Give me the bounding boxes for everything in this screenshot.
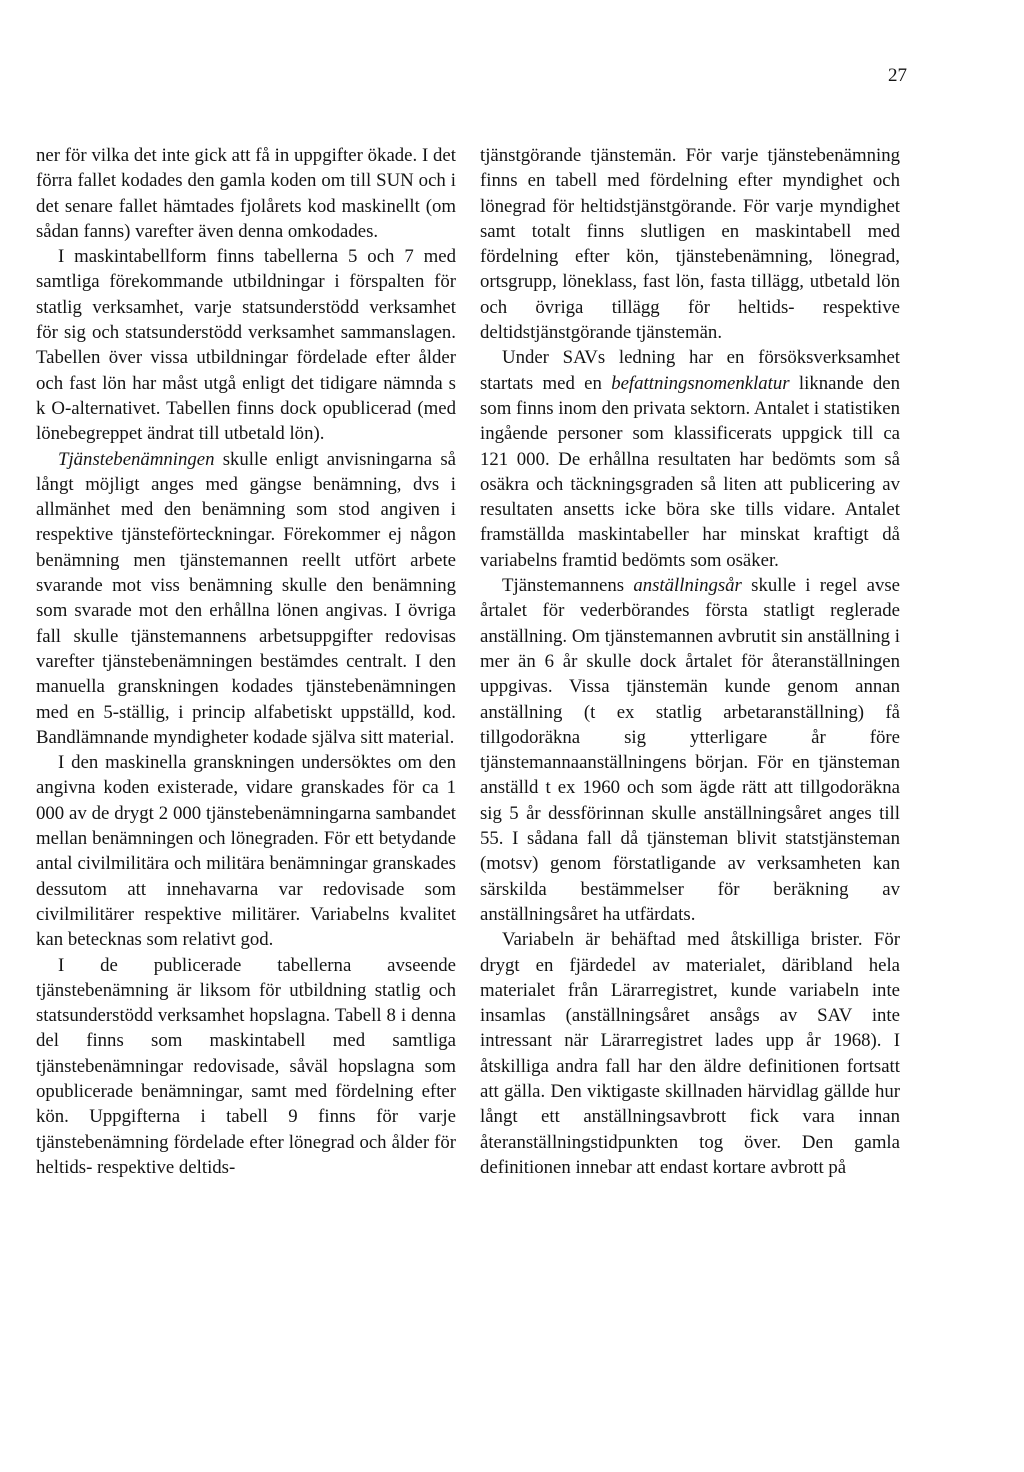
right-column	[480, 143, 900, 1180]
italic-term: befattningsnomenklatur	[611, 372, 790, 394]
paragraph	[480, 345, 900, 573]
paragraph: ner för vilka det inte gick att få in uppgifter ökade. I det förra fallet kodades den gamla koden om till SUN och i det senare fallet hämtades fjolårets kod maskinellt (om sådan fanns) varefter även denna omkodades.	[36, 145, 456, 242]
paragraph: tjänstgörande tjänstemän. För varje tjänstebenämning finns en tabell med fördelning efter myndighet och lönegrad för heltidstjänstgörande. För varje myndighet samt totalt finns slutligen en maskintabell med fördelning efter kön, tjänstebenämning, lönegrad, ortsgrupp, löneklass, fast lön, fasta tillägg, utbetald lön och övriga tillägg för heltids- respektive deltidstjänstgörande tjänstemän.	[480, 145, 900, 344]
paragraph: I de publicerade tabellerna avseende tjänstebenämning är liksom för utbildning statlig och statsunderstödd verksamhet hopslagna. Tabell 8 i denna del finns som maskintabell med samtliga tjänstebenämningar redovisade, såväl hopslagna som opublicerade benämningar, samt med fördelning efter kön. Uppgifterna i tabell 9 finns för varje tjänstebenämning fördelade efter lönegrad och ålder för heltids- respektive deltids-	[36, 954, 456, 1178]
italic-term: Tjänstebenämningen	[58, 448, 215, 470]
paragraph-text: skulle i regel avse årtalet för vederbörandes första statligt reglerade anställning. Om tjänstemannen avbrutit sin anställning i mer än 6 år skulle dock årtalet för återanställningen uppgivas. Vissa tjänstemän kunde genom annan anställning (t ex statlig arbetaranställning) få tillgodoräkna sig ytterligare år före tjänstemannaanställningens början. För en tjänsteman anställd t ex 1960 och som ägde rätt att tillgodoräkna sig 5 år dessförinnan skulle anställningsåret anges till 55. I sådana fall då tjänsteman blivit statstjänsteman (motsv) genom förstatligande av verksamheten kan särskilda bestämmelser för beräkning av anställningsåret ha utfärdats.	[480, 575, 900, 925]
paragraph: Variabeln är behäftad med åtskilliga brister. För drygt en fjärdedel av materialet, däribland hela materialet från Lärarregistret, kunde variabeln inte insamlas (anställningsåret ansågs av SAV inte intressant när Lärarregistret lades upp år 1968). I åtskilliga andra fall har den äldre definitionen fortsatt att gälla. Den viktigaste skillnaden härvidlag gällde hur långt ett anställningsavbrott fick vara innan återanställningstidpunkten tog över. Den gamla definitionen innebar att endast kortare avbrott på	[480, 929, 900, 1178]
page-number: 27	[888, 65, 907, 86]
paragraph	[36, 447, 456, 751]
paragraph-text: liknande den som finns inom den privata sektorn. Antalet i statistiken ingående personer som klassificerats uppgick till ca 121 000. De erhållna resultaten har bedömts som så osäkra och täckningsgraden så liten att publicering av resultaten ansetts icke böra ske tills vidare. Antalet framställda maskintabeller har minskat kraftigt då variabelns framtid bedömts som osäker.	[480, 372, 900, 571]
italic-term: anställningsår	[633, 575, 742, 597]
paragraph-text: Tjänstemannens	[502, 575, 634, 597]
left-column	[36, 143, 456, 1180]
paragraph: I den maskinella granskningen undersöktes om den angivna koden existerade, vidare granskades för ca 1 000 av de drygt 2 000 tjänstebenämningarna sambandet mellan benämningen och lönegraden. För ett betydande antal civilmilitära och militära benämningar granskades dessutom att innehavarna var redovisade som civilmilitärer respektive militärer. Variabelns kvalitet kan betecknas som relativt god.	[36, 752, 456, 951]
paragraph-text: Under SAVs ledning har en försöksverksamhet startats med en	[480, 347, 900, 394]
paragraph: I maskintabellform finns tabellerna 5 och 7 med samtliga förekommande utbildningar i förspalten för statlig verksamhet, varje statsunderstödd verksamhet för sig och statsunderstödd verksamhet sammanslagen. Tabellen över vissa utbildningar fördelade efter ålder och fast lön har måst utgå enligt det tidigare nämnda s k O-alternativet. Tabellen finns dock opublicerad (med lönebegreppet ändrat till utbetald lön).	[36, 246, 456, 445]
paragraph-text: skulle enligt anvisningarna så långt möjligt anges med gängse benämning, dvs i allmänhet med den benämning som stod angiven i respektive tjänsteförteckningar. Förekommer ej någon benämning men tjänstemannen reellt utfört arbete svarande mot viss benämning skulle den benämning som svarade mot den erhållna lönen angivas. I övriga fall skulle tjänstemannens arbetsuppgifter redovisas varefter tjänstebenämningen bestämdes centralt. I den manuella granskningen kodades tjänstebenämningen med en 5-ställig, i princip alfabetiskt uppställd, kod. Bandlämnande myndigheter kodade själva sitt material.	[36, 448, 456, 748]
paragraph	[480, 573, 900, 927]
